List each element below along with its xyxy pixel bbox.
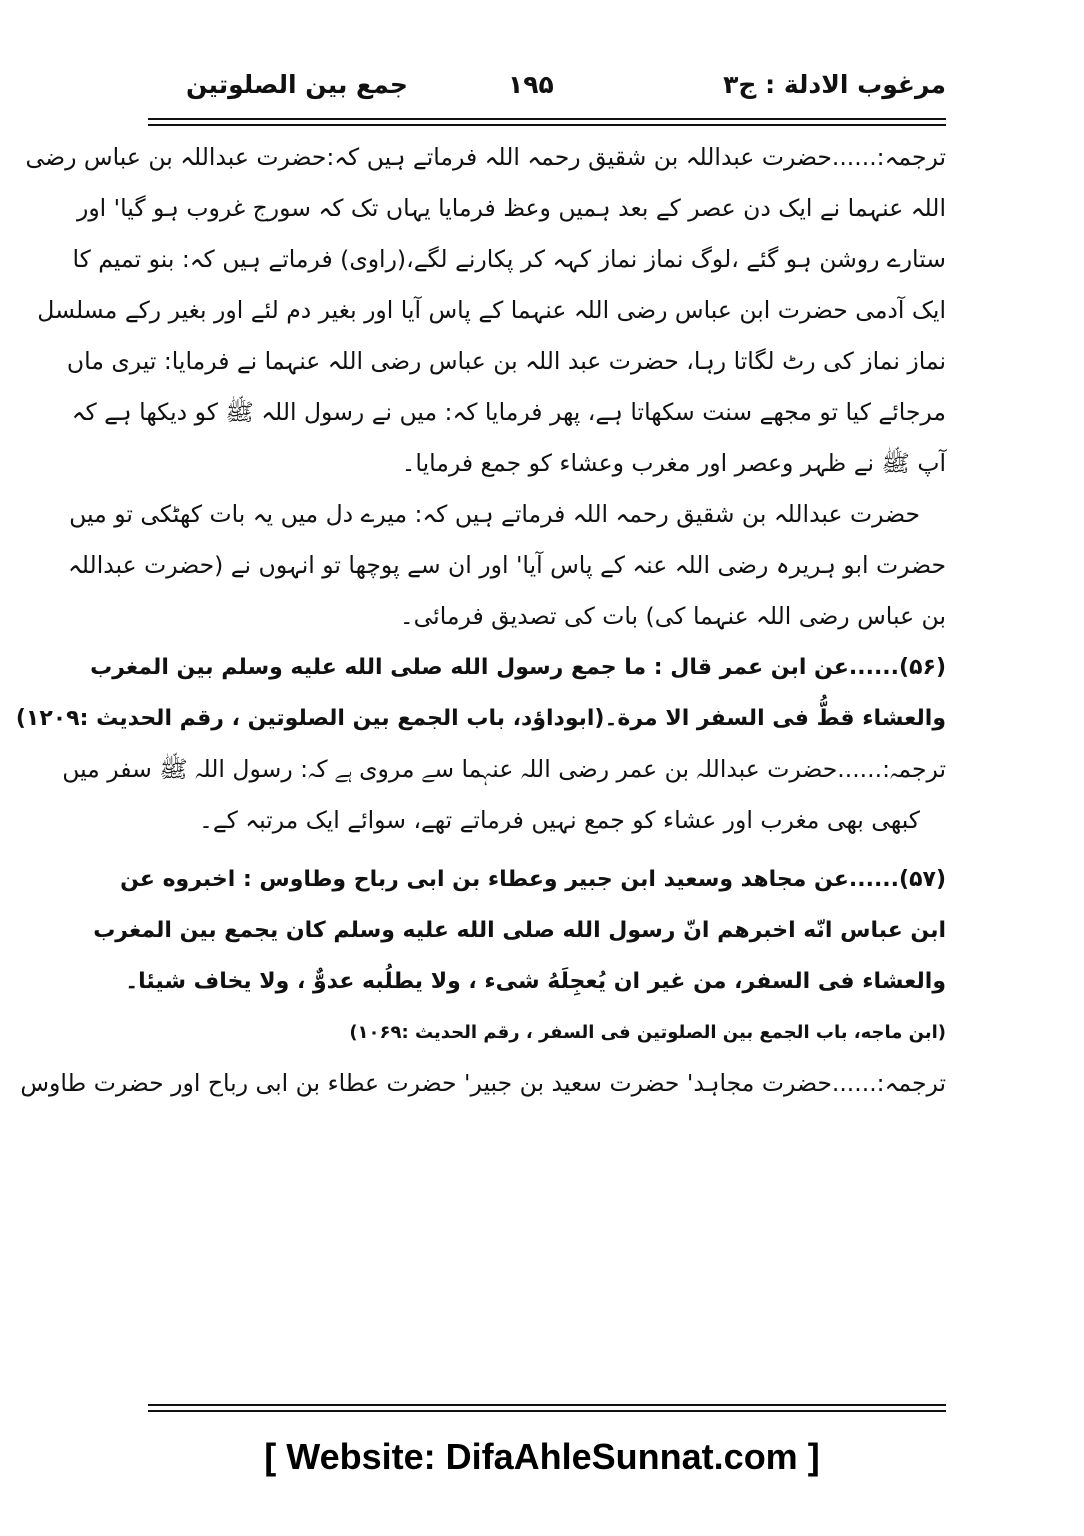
page-number: ۱۹۵	[508, 70, 554, 99]
chapter-title: جمع بین الصلوتین	[186, 70, 408, 99]
hadith-line: (۵۷)......عن مجاهد وسعيد ابن جبير وعطاء بن ابى رباح وطاوس : اخبروه عن	[120, 867, 946, 892]
text-line: حضرت ابو ہریرہ رضی اللہ عنہ کے پاس آیا' اور ان سے پوچھا تو انہوں نے (حضرت عبداللہ	[67, 551, 946, 579]
page-header	[148, 62, 946, 112]
header-rule-bottom	[148, 124, 946, 126]
text-line: مرجائے کیا تو مجھے سنت سکھاتا ہے، پھر فرمایا کہ: میں نے رسول اللہ ﷺ کو دیکھا ہے کہ	[71, 398, 946, 426]
website-footer: [ Website: DifaAhleSunnat.com ]	[264, 1436, 820, 1477]
text-line: ترجمہ:......حضرت مجاہد' حضرت سعید بن جبیر' حضرت عطاء بن ابی رباح اور حضرت طاوس	[20, 1069, 946, 1097]
text-line: ترجمہ:......حضرت عبداللہ بن عمر رضی اللہ عنہما سے مروی ہے کہ: رسول اللہ ﷺ سفر میں	[62, 755, 946, 783]
hadith-reference: (ابن ماجه، باب الجمع بين الصلوتين فى السفر ، رقم الحديث :۱۰۶۹)	[349, 1022, 946, 1043]
text-line: حضرت عبداللہ بن شقیق رحمہ اللہ فرماتے ہیں کہ: میرے دل میں یہ بات کھٹکی تو میں	[69, 500, 920, 528]
header-rule-top	[148, 118, 946, 120]
hadith-line: والعشاء فى السفر، من غير ان يُعجِلَهُ شىء ، ولا يطلُبه عدوٌّ ، ولا يخاف شيئا۔	[125, 969, 946, 994]
footer-rule-bottom	[148, 1410, 946, 1412]
page	[15, 0, 946, 1536]
footer-rule-top	[148, 1404, 946, 1406]
hadith-line: ابن عباس انّه اخبرهم انّ رسول الله صلى الله عليه وسلم كان يجمع بين المغرب	[93, 918, 946, 943]
text-line: کبھی بھی مغرب اور عشاء کو جمع نہیں فرماتے تھے، سوائے ایک مرتبہ کے۔	[199, 806, 920, 834]
text-line: بن عباس رضی اللہ عنہما کی) بات کی تصدیق فرمائی۔	[399, 602, 946, 630]
text-line: ستارے روشن ہو گئے ،لوگ نماز نماز کہہ کر پکارنے لگے،(راوی) فرماتے ہیں کہ: بنو تمیم کا	[72, 245, 946, 273]
text-line: ترجمہ:......حضرت عبداللہ بن شقیق رحمہ اللہ فرماتے ہیں کہ:حضرت عبداللہ بن عباس رضی	[25, 143, 946, 171]
page-body	[15, 132, 946, 1109]
text-line: نماز نماز کی رٹ لگاتا رہا، حضرت عبد اللہ بن عباس رضی اللہ عنہما نے فرمایا: تیری ماں	[66, 347, 946, 375]
text-line: ایک آدمی حضرت ابن عباس رضی اللہ عنہما کے پاس آیا اور بغیر دم لئے اور بغیر رکے مسلسل	[37, 296, 946, 324]
hadith-line: (۵۶)......عن ابن عمر قال : ما جمع رسول الله صلى الله عليه وسلم بين المغرب	[90, 655, 946, 680]
book-title: مرغوب الادلة : ج۳	[723, 70, 946, 99]
text-line: اللہ عنہما نے ایک دن عصر کے بعد ہمیں وعظ فرمایا یہاں تک کہ سورج غروب ہو گیا' اور	[76, 194, 946, 222]
hadith-line: والعشاء قطُّ فى السفر الا مرة۔(ابوداؤد، باب الجمع بين الصلوتين ، رقم الحديث :۱۲۰۹)	[15, 706, 946, 731]
text-line: آپ ﷺ نے ظہر وعصر اور مغرب وعشاء کو جمع فرمایا۔	[401, 449, 946, 477]
